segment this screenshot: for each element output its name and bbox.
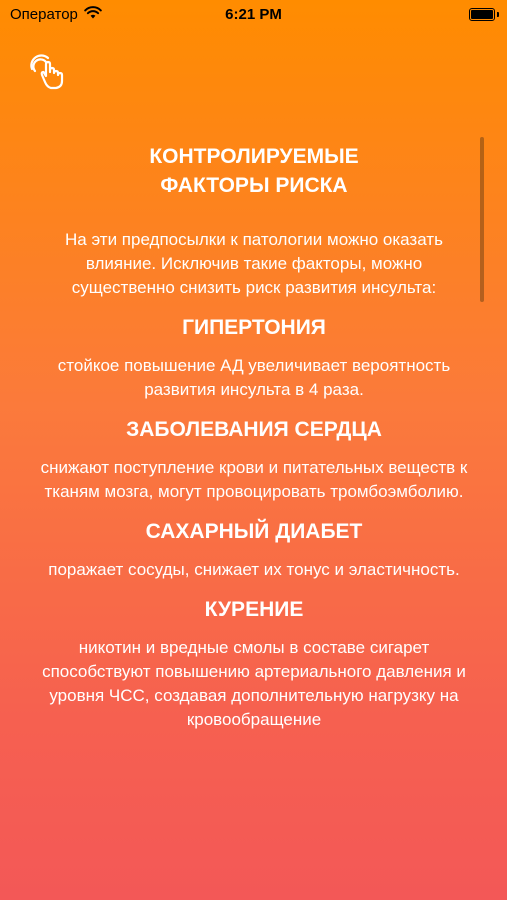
section-title-smoking: КУРЕНИЕ (204, 598, 304, 621)
section-title-hypertension: ГИПЕРТОНИЯ (182, 316, 326, 339)
battery-level (471, 10, 493, 19)
page-title (28, 142, 480, 200)
status-time: 6:21 PM (225, 6, 282, 23)
page-title-line2: ФАКТОРЫ РИСКА (160, 174, 348, 197)
section-title-diabetes: САХАРНЫЙ ДИАБЕТ (145, 520, 363, 543)
battery-icon (469, 8, 495, 21)
page-title-line1: КОНТРОЛИРУЕМЫЕ (149, 145, 359, 168)
scroll-indicator[interactable] (480, 137, 484, 302)
battery-tip (497, 12, 499, 17)
section-text-diabetes: поражает сосуды, снижает их тонус и эластичность. (48, 560, 460, 579)
section-text-hypertension: стойкое повышение АД увеличивает вероятность развития инсульта в 4 раза. (57, 356, 451, 399)
section-text-smoking: никотин и вредные смолы в составе сигарет способствуют повышению артериального давления и уровня ЧСС, создавая дополнительную нагрузку на кровообращение (42, 638, 466, 729)
section-text-heart-disease: снижают поступление крови и питательных веществ к тканям мозга, могут провоцировать тромбоэмболию. (40, 458, 468, 501)
hand-tap-icon[interactable] (26, 52, 70, 92)
section-title-heart-disease: ЗАБОЛЕВАНИЯ СЕРДЦА (126, 418, 382, 441)
scroll-content (28, 130, 480, 848)
carrier-label: Оператор (10, 6, 78, 23)
intro-text: На эти предпосылки к патологии можно оказать влияние. Исключив такие факторы, можно существенно снизить риск развития инсульта: (65, 230, 443, 297)
status-bar (0, 0, 507, 30)
